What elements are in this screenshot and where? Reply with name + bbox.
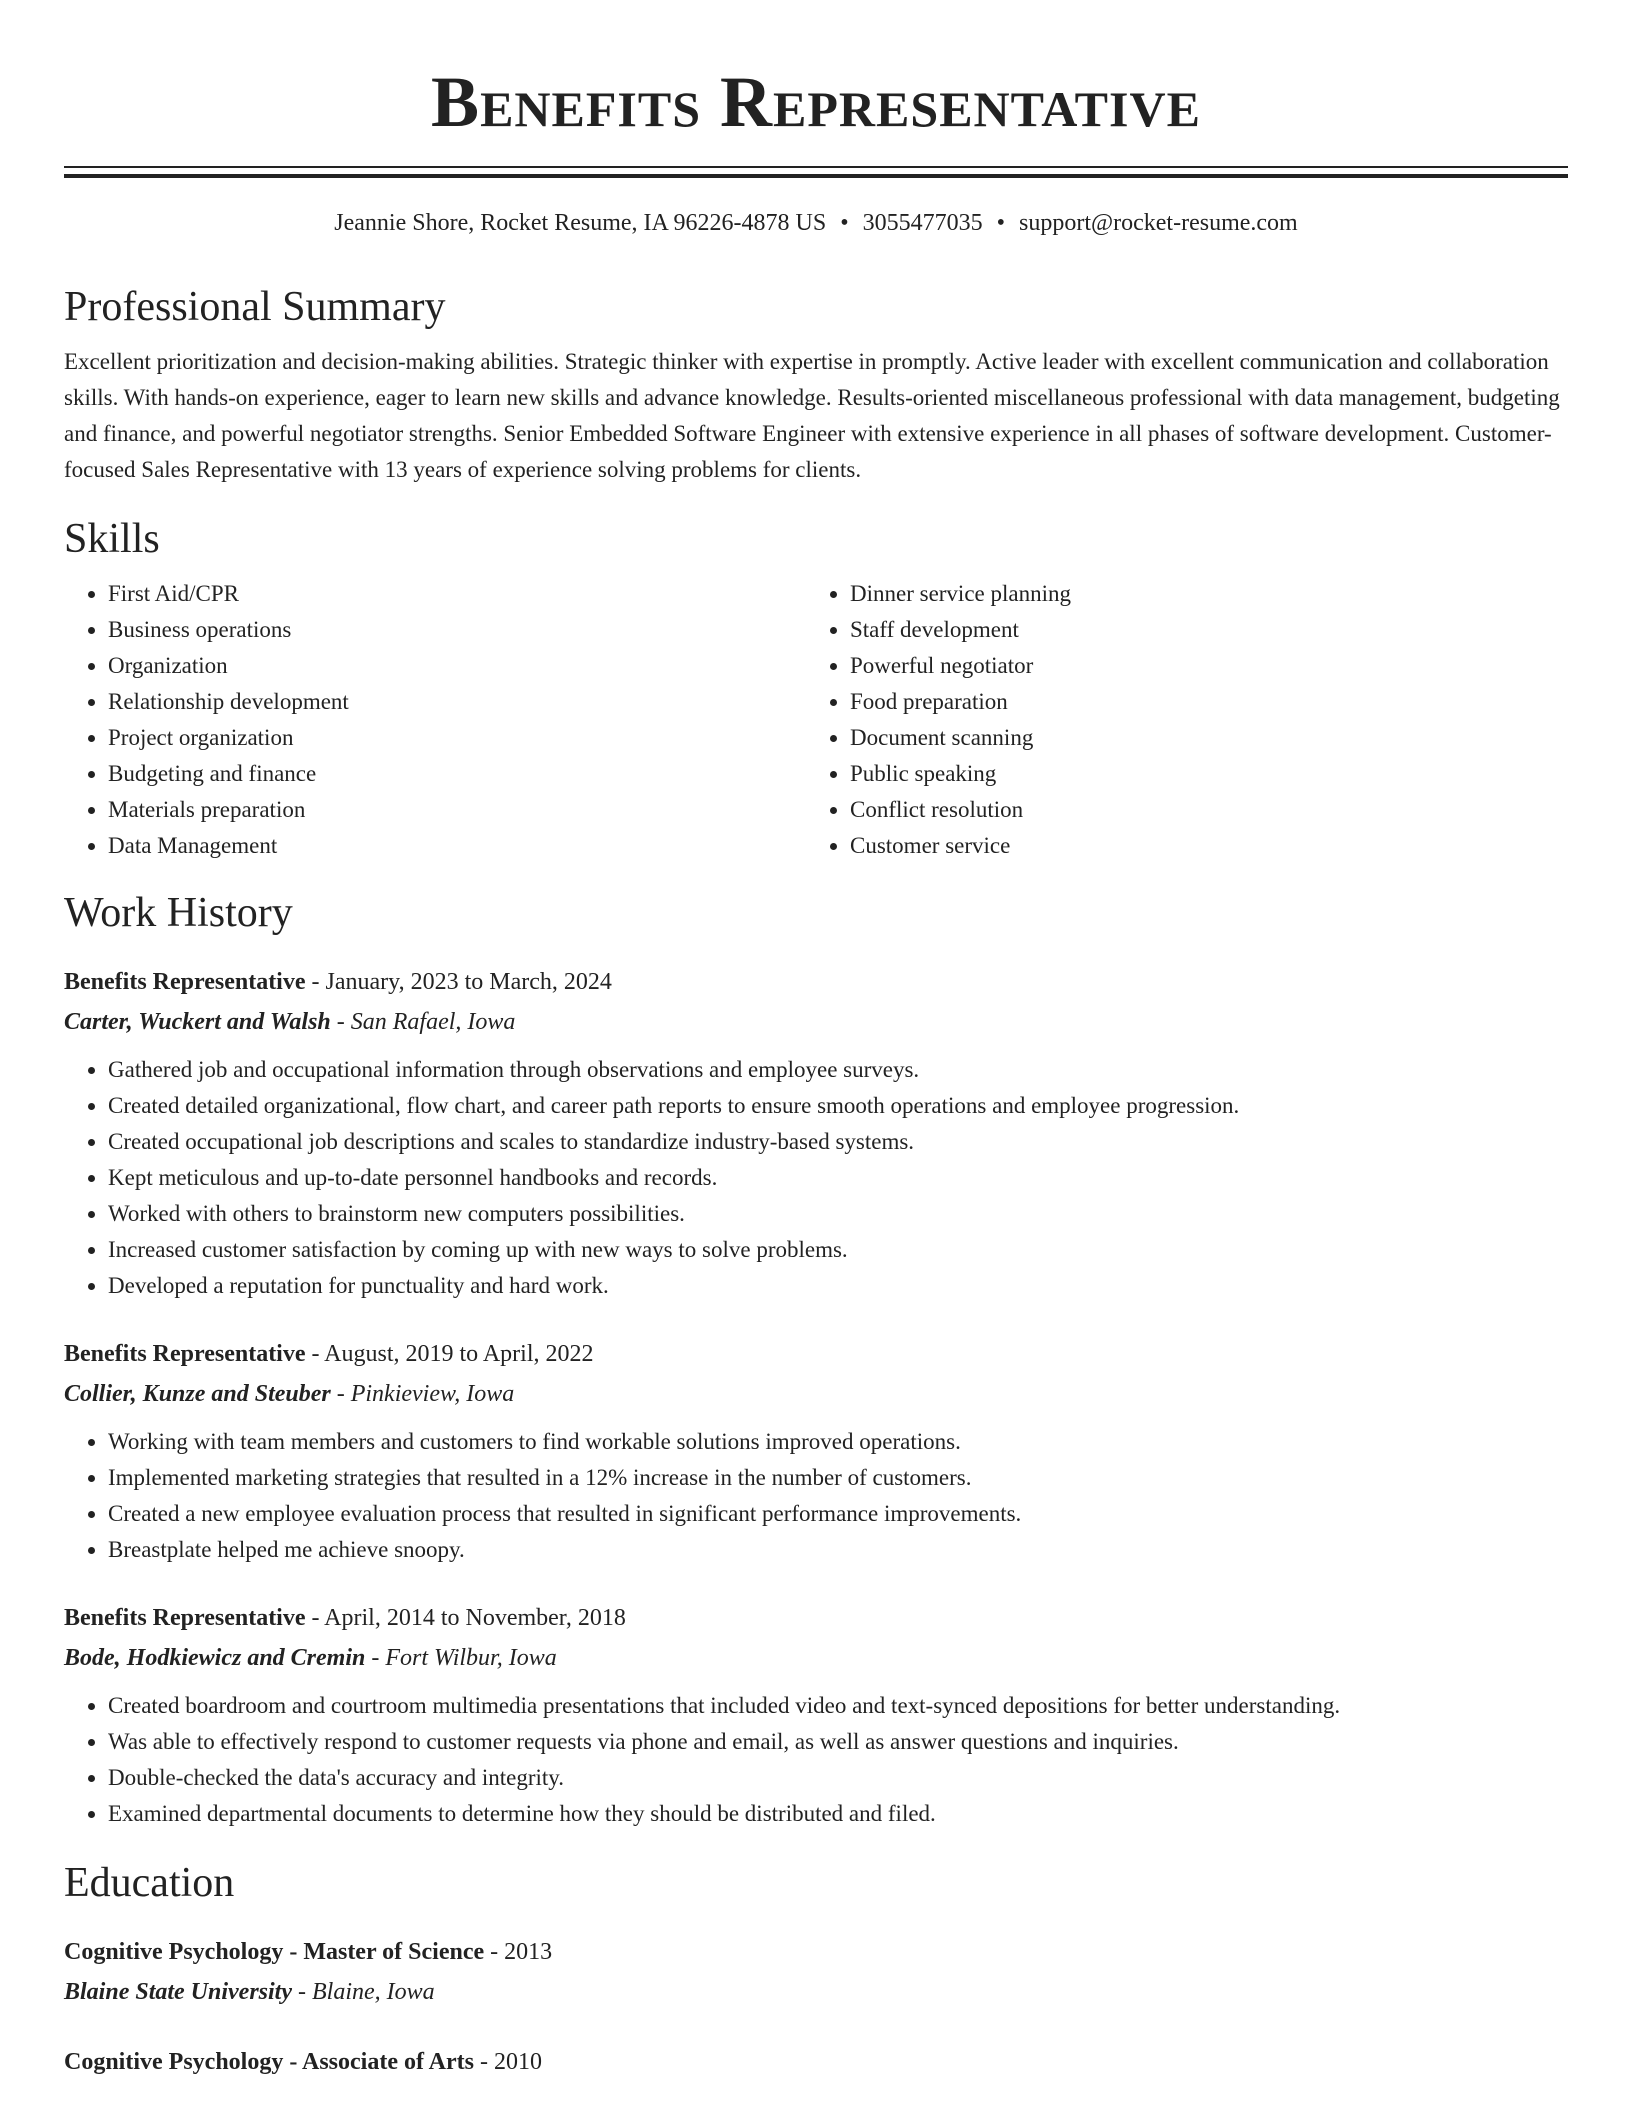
job-entry [64, 1334, 1568, 1568]
skill-item: • Customer service [850, 828, 1548, 864]
job-company: Carter, Wuckert and Walsh [64, 1009, 331, 1035]
job-bullets [64, 1424, 1568, 1568]
job-bullet: • Increased customer satisfaction by coming up with new ways to solve problems. [108, 1232, 1568, 1268]
education-header [64, 2042, 1568, 2082]
job-bullet: • Created detailed organizational, flow chart, and career path reports to ensure smooth operations and employee progression. [108, 1088, 1568, 1124]
job-bullet: • Worked with others to brainstorm new computers possibilities. [108, 1196, 1568, 1232]
job-bullet: • Developed a reputation for punctuality and hard work. [108, 1268, 1568, 1304]
education-location: - Blaine, Iowa [292, 1979, 435, 2005]
education-header [64, 1932, 1568, 1972]
job-dates: - January, 2023 to March, 2024 [305, 969, 612, 995]
skill-item: • Data Management [108, 828, 806, 864]
job-location: - San Rafael, Iowa [330, 1009, 516, 1035]
job-bullet: • Implemented marketing strategies that resulted in a 12% increase in the number of customers. [108, 1460, 1568, 1496]
job-bullet: • Examined departmental documents to determine how they should be distributed and filed. [108, 1796, 1568, 1832]
job-header [64, 962, 1568, 1002]
summary-text: Excellent prioritization and decision-making abilities. Strategic thinker with expertise in promptly. Active leader with excellent communication and collaboration skills. With hands-on experience, eager to learn new skills and advance knowledge. Results-oriented miscellaneous professional with data management, budgeting and finance, and powerful negotiator strengths. Senior Embedded Software Engineer with extensive experience in all phases of software development. Customer-focused Sales Representative with 13 years of experience solving problems for clients. [64, 349, 1560, 482]
education-entry [64, 1932, 1568, 2012]
skill-item: • Budgeting and finance [108, 756, 806, 792]
resume-page [64, 0, 1568, 2082]
skill-item: • Dinner service planning [850, 576, 1548, 612]
job-title: Benefits Representative [64, 969, 306, 995]
job-bullets [64, 1052, 1568, 1304]
education-degree: Cognitive Psychology - Master of Science [64, 1939, 485, 1965]
job-bullet: • Double-checked the data's accuracy and integrity. [108, 1760, 1568, 1796]
job-location: - Pinkieview, Iowa [330, 1381, 515, 1407]
education-entry [64, 2042, 1568, 2082]
skill-item: • First Aid/CPR [108, 576, 806, 612]
skill-item: • Powerful negotiator [850, 648, 1548, 684]
skill-item: • Business operations [108, 612, 806, 648]
work-history-heading: Work History [64, 890, 293, 936]
job-company: Collier, Kunze and Steuber [64, 1381, 331, 1407]
job-bullet: • Created boardroom and courtroom multimedia presentations that included video and text-synced depositions for better understanding. [108, 1688, 1568, 1724]
skill-item: • Materials preparation [108, 792, 806, 828]
job-employer [64, 1374, 1568, 1414]
job-entry [64, 1598, 1568, 1832]
summary-heading: Professional Summary [64, 284, 446, 330]
skill-item: • Document scanning [850, 720, 1548, 756]
contact-phone: 3055477035 [862, 210, 983, 236]
job-bullet: • Breastplate helped me achieve snoopy. [108, 1532, 1568, 1568]
job-bullet: • Created a new employee evaluation process that resulted in significant performance improvements. [108, 1496, 1568, 1532]
skills-heading: Skills [64, 516, 160, 562]
job-title: Benefits Representative [64, 1341, 306, 1367]
title-divider-thin [64, 166, 1568, 168]
skill-item: • Staff development [850, 612, 1548, 648]
job-dates: - April, 2014 to November, 2018 [305, 1605, 626, 1631]
skill-item: • Relationship development [108, 684, 806, 720]
skill-item: • Conflict resolution [850, 792, 1548, 828]
job-employer [64, 1002, 1568, 1042]
title-divider-thick [64, 174, 1568, 178]
job-company: Bode, Hodkiewicz and Cremin [64, 1645, 366, 1671]
contact-separator: • [996, 210, 1006, 236]
skill-item: • Food preparation [850, 684, 1548, 720]
job-bullets [64, 1688, 1568, 1832]
job-title: Benefits Representative [64, 1605, 306, 1631]
job-bullet: • Kept meticulous and up-to-date personnel handbooks and records. [108, 1160, 1568, 1196]
contact-line [64, 208, 1568, 238]
skills-list-right [806, 576, 1548, 864]
job-entry [64, 962, 1568, 1304]
skills-list-left [64, 576, 806, 864]
job-header [64, 1598, 1568, 1638]
skill-item: • Project organization [108, 720, 806, 756]
job-bullet: • Working with team members and customers to find workable solutions improved operations. [108, 1424, 1568, 1460]
skill-item: • Organization [108, 648, 806, 684]
education-degree: Cognitive Psychology - Associate of Arts [64, 2049, 474, 2075]
education-school: Blaine State University [64, 1979, 292, 2005]
contact-email: support@rocket-resume.com [1019, 210, 1298, 236]
job-location: - Fort Wilbur, Iowa [365, 1645, 557, 1671]
skills-columns [64, 576, 1568, 864]
contact-separator: • [840, 210, 849, 236]
education-year: - 2013 [484, 1939, 553, 1965]
education-year: - 2010 [473, 2049, 542, 2075]
job-header [64, 1334, 1568, 1374]
contact-address: Jeannie Shore, Rocket Resume, IA 96226-4878 US [334, 210, 827, 236]
job-bullet: • Was able to effectively respond to customer requests via phone and email, as well as answer questions and inquiries. [108, 1724, 1568, 1760]
education-school-line [64, 1972, 1568, 2012]
education-heading: Education [64, 1860, 235, 1906]
resume-title: Benefits Representative [431, 62, 1201, 142]
job-bullet: • Created occupational job descriptions and scales to standardize industry-based systems. [108, 1124, 1568, 1160]
job-dates: - August, 2019 to April, 2022 [305, 1341, 594, 1367]
skill-item: • Public speaking [850, 756, 1548, 792]
job-employer [64, 1638, 1568, 1678]
job-bullet: • Gathered job and occupational information through observations and employee surveys. [108, 1052, 1568, 1088]
